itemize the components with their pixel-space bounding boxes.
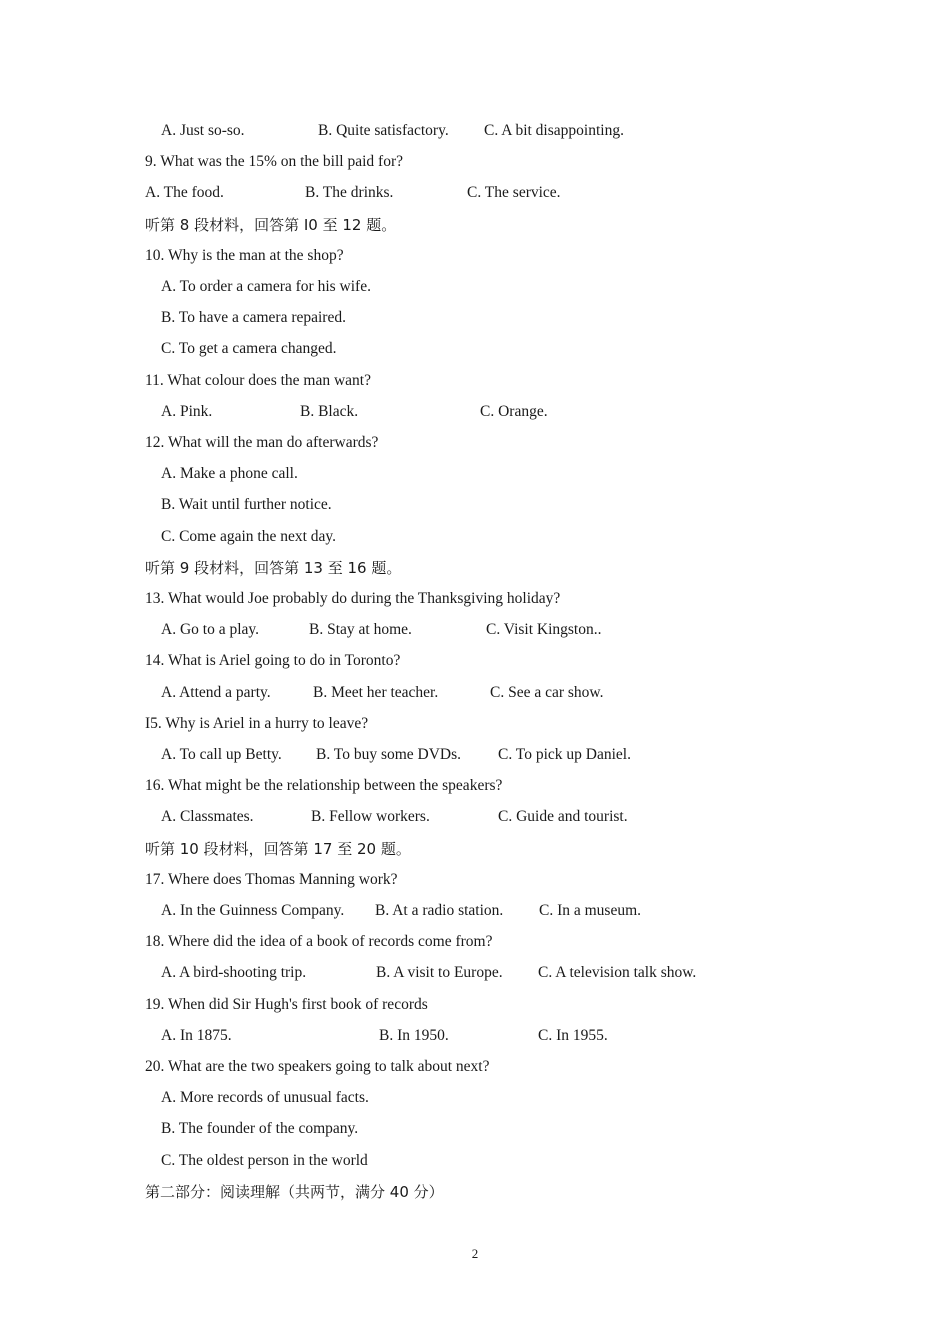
answer-option: C. Orange.: [480, 402, 548, 420]
answer-option: C. In 1955.: [538, 1026, 608, 1044]
answer-option: C. A bit disappointing.: [484, 122, 624, 139]
answer-option: B. In 1950.: [379, 1026, 449, 1044]
answer-option: B. At a radio station.: [375, 902, 504, 919]
answer-option: A. In 1875.: [161, 1026, 232, 1044]
answer-option: A. To call up Betty.: [161, 746, 282, 763]
answer-option: C. A television talk show.: [538, 964, 697, 982]
answer-option: B. Fellow workers.: [311, 808, 430, 826]
answer-option: B. Stay at home.: [309, 621, 412, 639]
question-text: I5. Why is Ariel in a hurry to leave?: [145, 714, 369, 732]
answer-option: A. Classmates.: [161, 808, 254, 826]
answer-option: C. In a museum.: [539, 902, 642, 919]
answer-option: B. The founder of the company.: [161, 1120, 359, 1138]
question-text: 18. Where did the idea of a book of records come from?: [145, 933, 493, 951]
answer-option: B. The drinks.: [305, 184, 394, 202]
answer-option: A. Go to a play.: [161, 621, 260, 639]
question-text: 12. What will the man do afterwards?: [145, 434, 379, 451]
question-text: 10. Why is the man at the shop?: [145, 246, 344, 264]
answer-option: A. The food.: [145, 184, 224, 202]
instruction-text: 听第 8 段材料，回答第 I0 至 12 题。: [145, 215, 397, 234]
answer-option: A. In the Guinness Company.: [161, 902, 345, 919]
answer-option: A. Pink.: [161, 402, 213, 420]
answer-option: B. A visit to Europe.: [376, 964, 503, 982]
answer-option: A. Attend a party.: [161, 683, 271, 701]
answer-option: B. Black.: [300, 402, 359, 420]
answer-option: C. Come again the next day.: [161, 527, 337, 545]
answer-option: C. Visit Kingston..: [486, 621, 602, 639]
answer-option: C. The oldest person in the world: [161, 1151, 368, 1169]
question-text: 13. What would Joe probably do during the Thanksgiving holiday?: [145, 590, 561, 607]
instruction-text: 第二部分：阅读理解（共两节，满分 40 分）: [145, 1182, 444, 1201]
answer-option: B. Meet her teacher.: [313, 683, 439, 701]
question-text: 20. What are the two speakers going to talk about next?: [145, 1058, 490, 1075]
answer-option: B. Quite satisfactory.: [318, 122, 449, 139]
instruction-text: 听第 9 段材料，回答第 13 至 16 题。: [145, 558, 402, 577]
answer-option: C. Guide and tourist.: [498, 808, 628, 826]
answer-option: C. See a car show.: [490, 683, 604, 701]
question-text: 11. What colour does the man want?: [145, 371, 371, 389]
answer-option: B. Wait until further notice.: [161, 496, 332, 514]
answer-option: A. A bird-shooting trip.: [161, 964, 307, 982]
answer-option: A. More records of unusual facts.: [161, 1089, 369, 1107]
answer-option: C. To get a camera changed.: [161, 340, 337, 358]
answer-option: B. To have a camera repaired.: [161, 309, 346, 327]
answer-option: A. Just so-so.: [161, 122, 245, 139]
question-text: 19. When did Sir Hugh's first book of records: [145, 995, 428, 1013]
answer-option: B. To buy some DVDs.: [316, 746, 462, 763]
question-text: 9. What was the 15% on the bill paid for?: [145, 153, 403, 171]
answer-option: C. To pick up Daniel.: [498, 746, 631, 763]
question-text: 16. What might be the relationship between the speakers?: [145, 777, 503, 795]
question-text: 14. What is Ariel going to do in Toronto?: [145, 652, 401, 670]
question-text: 17. Where does Thomas Manning work?: [145, 870, 398, 888]
answer-option: A. Make a phone call.: [161, 465, 298, 483]
page-number: 2: [471, 1246, 479, 1261]
answer-option: A. To order a camera for his wife.: [161, 278, 371, 295]
instruction-text: 听第 10 段材料，回答第 17 至 20 题。: [145, 839, 411, 858]
answer-option: C. The service.: [467, 184, 561, 202]
